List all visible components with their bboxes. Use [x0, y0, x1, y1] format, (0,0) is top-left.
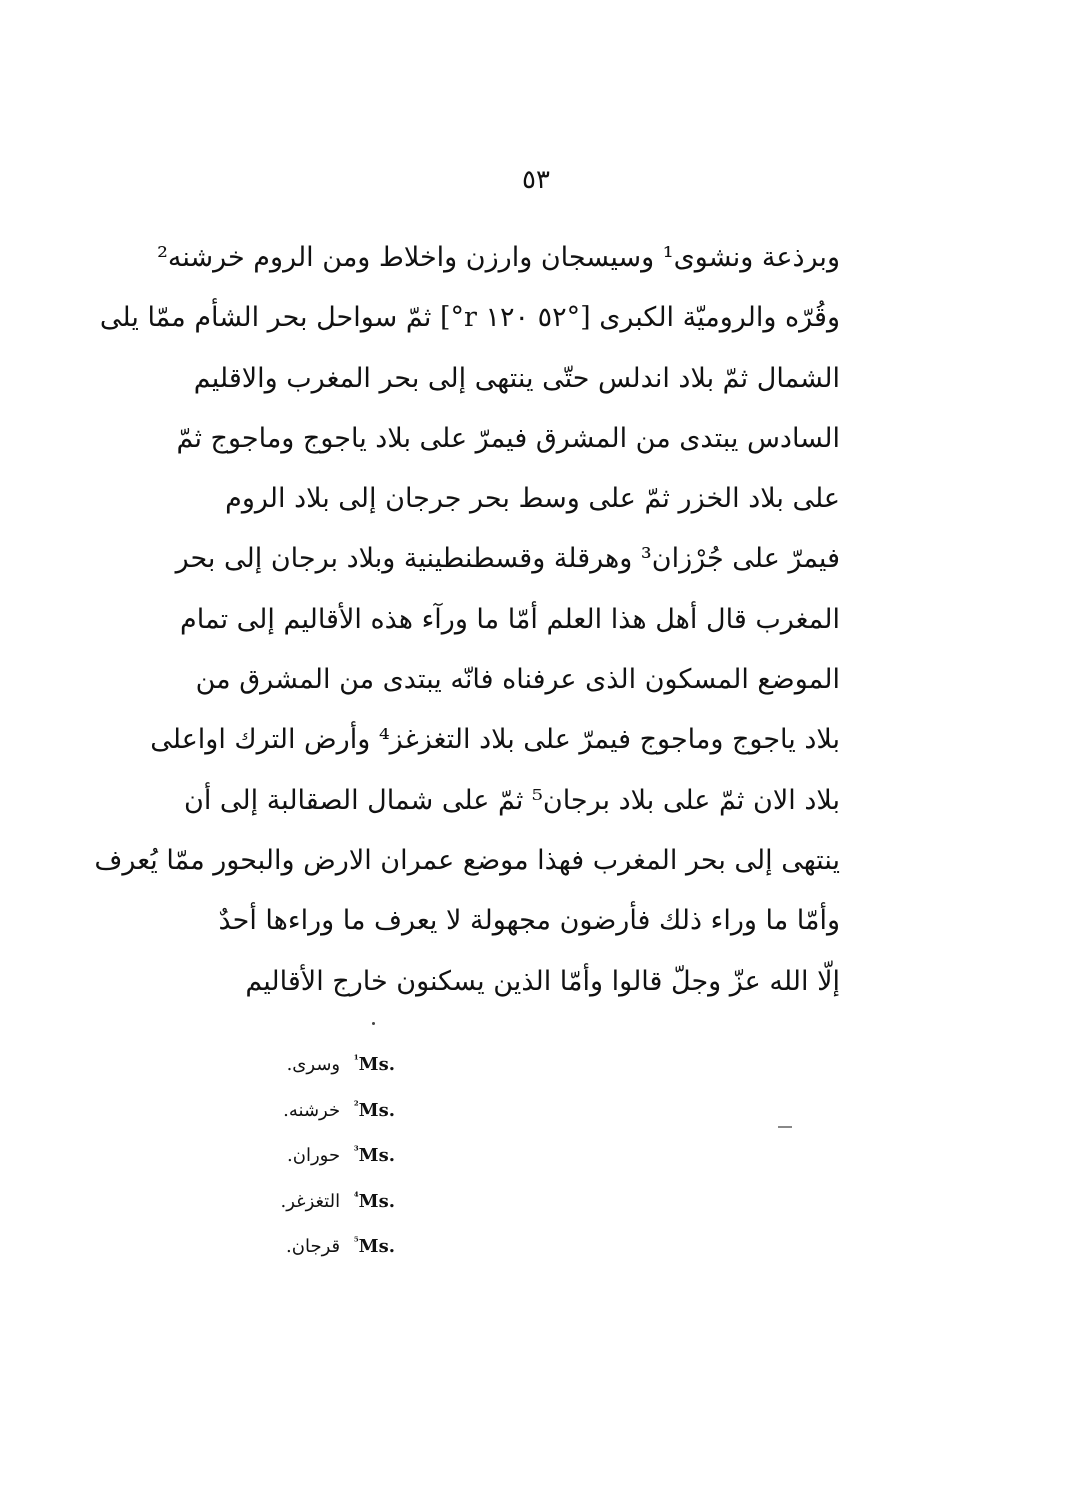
text-line: إلّا الله عزّ وجلّ قالوا وأمّا الذين يسكنون خارج الأقاليم	[245, 965, 840, 997]
footnote	[235, 1131, 395, 1177]
footnote-source: Ms.	[358, 1145, 395, 1166]
footnote-source: Ms.	[358, 1236, 395, 1257]
footnote	[235, 1040, 395, 1086]
text-line: ينتهى إلى بحر المغرب فهذا موضع عمران الارض والبحور ممّا يُعرف	[94, 844, 840, 876]
text-line: وقُرّه والروميّة الكبرى [°٥٢ ١٢٠ r°] ثمّ سواحل بحر الشأم ممّا يلى	[99, 302, 840, 334]
text-line: الشمال ثمّ بلاد اندلس حتّى ينتهى إلى بحر المغرب والاقليم	[193, 362, 840, 394]
page-number: ٥٣	[522, 165, 550, 195]
text-line: الموضع المسكون الذى عرفناه فانّه يبتدى من المشرق من	[195, 664, 840, 696]
text-line: بلاد الان ثمّ على بلاد برجان⁵ ثمّ على شمال الصقالبة إلى أن	[183, 784, 840, 816]
footnote-source: Ms.	[358, 1054, 395, 1075]
text-line: بلاد ياجوج وماجوج فيمرّ على بلاد التغزغز⁴ وأرض الترك اواعلى	[150, 724, 840, 756]
footnote-source: Ms.	[358, 1099, 395, 1121]
footnote-number: ³	[353, 1144, 359, 1157]
footnote-text: التغزغر.	[280, 1190, 341, 1212]
text-line: المغرب قال أهل هذا العلم أمّا ما ورآء هذه الأقاليم إلى تمام	[180, 603, 840, 635]
footnote-text: حوران.	[287, 1145, 341, 1166]
stray-mark	[778, 1126, 792, 1128]
footnote	[235, 1177, 395, 1223]
footnote-number: ²	[353, 1098, 359, 1112]
footnote	[235, 1086, 395, 1132]
text-line: فيمرّ على جُرْزان³ وهرقلة وقسطنطينية وبلاد برجان إلى بحر	[175, 543, 840, 575]
footnote-number: ⁵	[353, 1235, 359, 1248]
footnote-text: وسرى.	[286, 1054, 341, 1075]
text-line: على بلاد الخزر ثمّ على وسط بحر جرجان إلى بلاد الروم	[225, 483, 840, 515]
footnotes	[235, 1040, 395, 1268]
main-text	[94, 228, 840, 1012]
text-line: وبرذعة ونشوى¹ وسيسجان وارزن واخلاط ومن الروم خرشنه²	[157, 242, 840, 273]
footnote-text: قرجان.	[286, 1236, 341, 1257]
footnote-text: خرشنه.	[283, 1099, 341, 1121]
footnote	[235, 1222, 395, 1268]
footnote-number: ⁴	[353, 1189, 359, 1203]
text-line: وأمّا ما وراء ذلك فأرضون مجهولة لا يعرف ما وراءها أحدٌ	[218, 905, 840, 937]
footnote-number: ¹	[353, 1053, 359, 1066]
footnote-source: Ms.	[358, 1190, 395, 1212]
text-line: السادس يبتدى من المشرق فيمرّ على بلاد ياجوج وماجوج ثمّ	[176, 422, 840, 454]
stray-mark	[372, 1022, 375, 1025]
